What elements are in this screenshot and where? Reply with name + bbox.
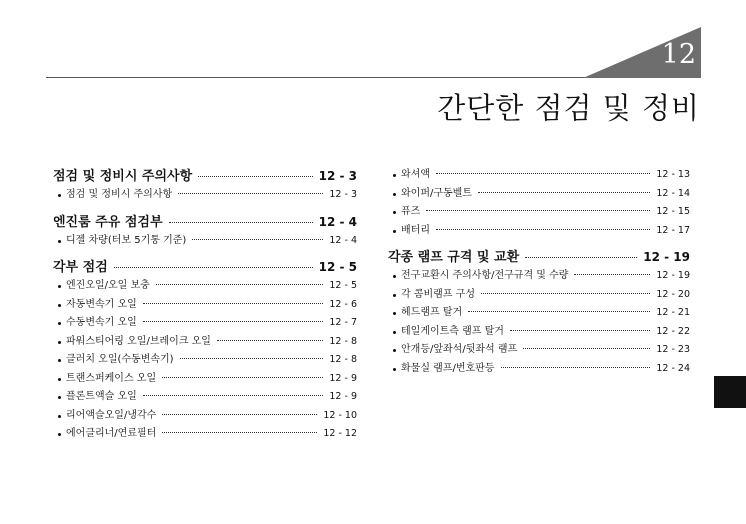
toc-right-column (388, 166, 690, 378)
toc-entry-page: 12 - 3 (329, 189, 357, 200)
toc-gap (388, 240, 690, 247)
toc-entry-page: 12 - 10 (323, 409, 357, 421)
dot-leader (169, 222, 313, 223)
toc-entry-page: 12 - 22 (656, 325, 690, 337)
dot-leader (426, 210, 650, 211)
toc-section-entry[interactable] (53, 166, 357, 186)
dot-leader (436, 229, 650, 230)
toc-entry-page: 12 - 9 (329, 391, 357, 402)
toc-item-entry[interactable] (53, 407, 357, 426)
toc-item-entry[interactable] (388, 222, 690, 241)
toc-entry-label: 트랜스퍼케이스 오일 (66, 372, 157, 384)
toc-entry-page: 12 - 9 (329, 372, 357, 384)
toc-item-entry[interactable] (388, 323, 690, 342)
toc-item-entry[interactable] (388, 304, 690, 323)
toc-entry-label: 수동변속기 오일 (66, 317, 137, 328)
toc-entry-page: 12 - 20 (656, 288, 690, 300)
toc-gap (53, 205, 357, 212)
toc-entry-page: 12 - 7 (329, 317, 357, 328)
toc-item-entry[interactable] (53, 186, 357, 205)
toc-entry-label: 퓨즈 (401, 206, 421, 217)
toc-entry-label: 안개등/앞좌석/뒷좌석 램프 (401, 344, 518, 355)
toc-entry-label: 리어액슬오일/냉각수 (66, 409, 157, 421)
toc-entry-page: 12 - 3 (318, 169, 357, 183)
toc-section-entry[interactable] (388, 247, 690, 267)
toc-entry-label: 각 콤비램프 구성 (401, 288, 475, 300)
toc-entry-page: 12 - 8 (329, 354, 357, 365)
toc-entry-label: 와셔액 (401, 169, 430, 180)
toc-entry-label: 자동변속기 오일 (66, 298, 137, 310)
dot-leader (523, 348, 650, 349)
toc-entry-label: 디젤 차량(터보 5기통 기준) (66, 234, 187, 246)
dot-leader (162, 414, 317, 415)
toc-entry-label: 각부 점검 (53, 260, 108, 275)
chapter-side-tab (714, 376, 746, 408)
dot-leader (525, 257, 637, 258)
toc-entry-label: 점검 및 정비시 주의사항 (53, 169, 193, 184)
toc-entry-label: 와이퍼/구동벨트 (401, 187, 472, 199)
dot-leader (162, 432, 317, 433)
dot-leader (162, 377, 323, 378)
toc-entry-page: 12 - 12 (323, 428, 357, 439)
dot-leader (143, 321, 324, 322)
toc-left-column (53, 166, 357, 444)
toc-item-entry[interactable] (53, 296, 357, 315)
toc-item-entry[interactable] (388, 286, 690, 305)
toc-item-entry[interactable] (53, 314, 357, 333)
toc-item-entry[interactable] (388, 360, 690, 379)
dot-leader (192, 239, 323, 240)
toc-item-entry[interactable] (388, 166, 690, 185)
toc-entry-page: 12 - 8 (329, 335, 357, 347)
toc-entry-page: 12 - 15 (656, 206, 690, 217)
toc-entry-label: 점검 및 정비시 주의사항 (66, 189, 173, 200)
dot-leader (178, 193, 323, 194)
toc-entry-label: 파워스티어링 오일/브레이크 오일 (66, 335, 211, 347)
toc-item-entry[interactable] (388, 341, 690, 360)
toc-entry-label: 헤드램프 탈거 (401, 307, 463, 318)
chapter-number: 12 (661, 39, 696, 70)
toc-entry-label: 전구교환시 주의사항/전구규격 및 수량 (401, 270, 569, 281)
toc-section-entry[interactable] (53, 257, 357, 277)
toc-section-entry[interactable] (53, 212, 357, 232)
dot-leader (198, 176, 312, 177)
toc-item-entry[interactable] (388, 203, 690, 222)
toc-entry-page: 12 - 17 (656, 224, 690, 236)
dot-leader (436, 173, 650, 174)
dot-leader (501, 367, 651, 368)
toc-item-entry[interactable] (388, 267, 690, 286)
toc-item-entry[interactable] (53, 277, 357, 296)
toc-item-entry[interactable] (388, 185, 690, 204)
toc-entry-label: 테일게이트측 램프 탈거 (401, 325, 504, 337)
dot-leader (180, 358, 324, 359)
dot-leader (143, 303, 324, 304)
toc-item-entry[interactable] (53, 232, 357, 251)
toc-entry-page: 12 - 4 (329, 234, 357, 246)
toc-entry-page: 12 - 5 (318, 260, 357, 274)
dot-leader (468, 311, 650, 312)
toc-item-entry[interactable] (53, 425, 357, 444)
dot-leader (143, 395, 324, 396)
dot-leader (156, 284, 324, 285)
toc-gap (53, 250, 357, 257)
toc-entry-label: 배터리 (401, 224, 430, 236)
toc-item-entry[interactable] (53, 333, 357, 352)
toc-entry-page: 12 - 19 (656, 270, 690, 281)
toc-entry-page: 12 - 19 (643, 250, 690, 264)
toc-entry-page: 12 - 21 (656, 307, 690, 318)
toc-entry-label: 엔진오일/오일 보충 (66, 280, 150, 291)
toc-entry-page: 12 - 14 (656, 187, 690, 199)
toc-item-entry[interactable] (53, 388, 357, 407)
toc-item-entry[interactable] (53, 370, 357, 389)
dot-leader (217, 340, 323, 341)
toc-entry-page: 12 - 24 (656, 362, 690, 374)
toc-item-entry[interactable] (53, 351, 357, 370)
toc-entry-page: 12 - 23 (656, 344, 690, 355)
dot-leader (510, 330, 650, 331)
toc-entry-page: 12 - 5 (329, 280, 357, 291)
dot-leader (481, 293, 650, 294)
toc-entry-page: 12 - 13 (656, 169, 690, 180)
dot-leader (478, 192, 650, 193)
toc-entry-label: 엔진룸 주유 점검부 (53, 214, 163, 230)
dot-leader (574, 274, 650, 275)
toc-entry-label: 플론트액슬 오일 (66, 391, 137, 402)
dot-leader (114, 267, 313, 268)
toc-entry-label: 에어클리너/연료필터 (66, 428, 157, 439)
page-title: 간단한 점검 및 정비 (437, 91, 700, 125)
toc-entry-label: 화물실 램프/번호판등 (401, 362, 495, 374)
toc-entry-label: 클러치 오일(수동변속기) (66, 354, 174, 365)
toc-entry-page: 12 - 4 (318, 214, 357, 229)
toc-entry-page: 12 - 6 (329, 298, 357, 310)
toc-entry-label: 각종 램프 규격 및 교환 (388, 250, 520, 265)
